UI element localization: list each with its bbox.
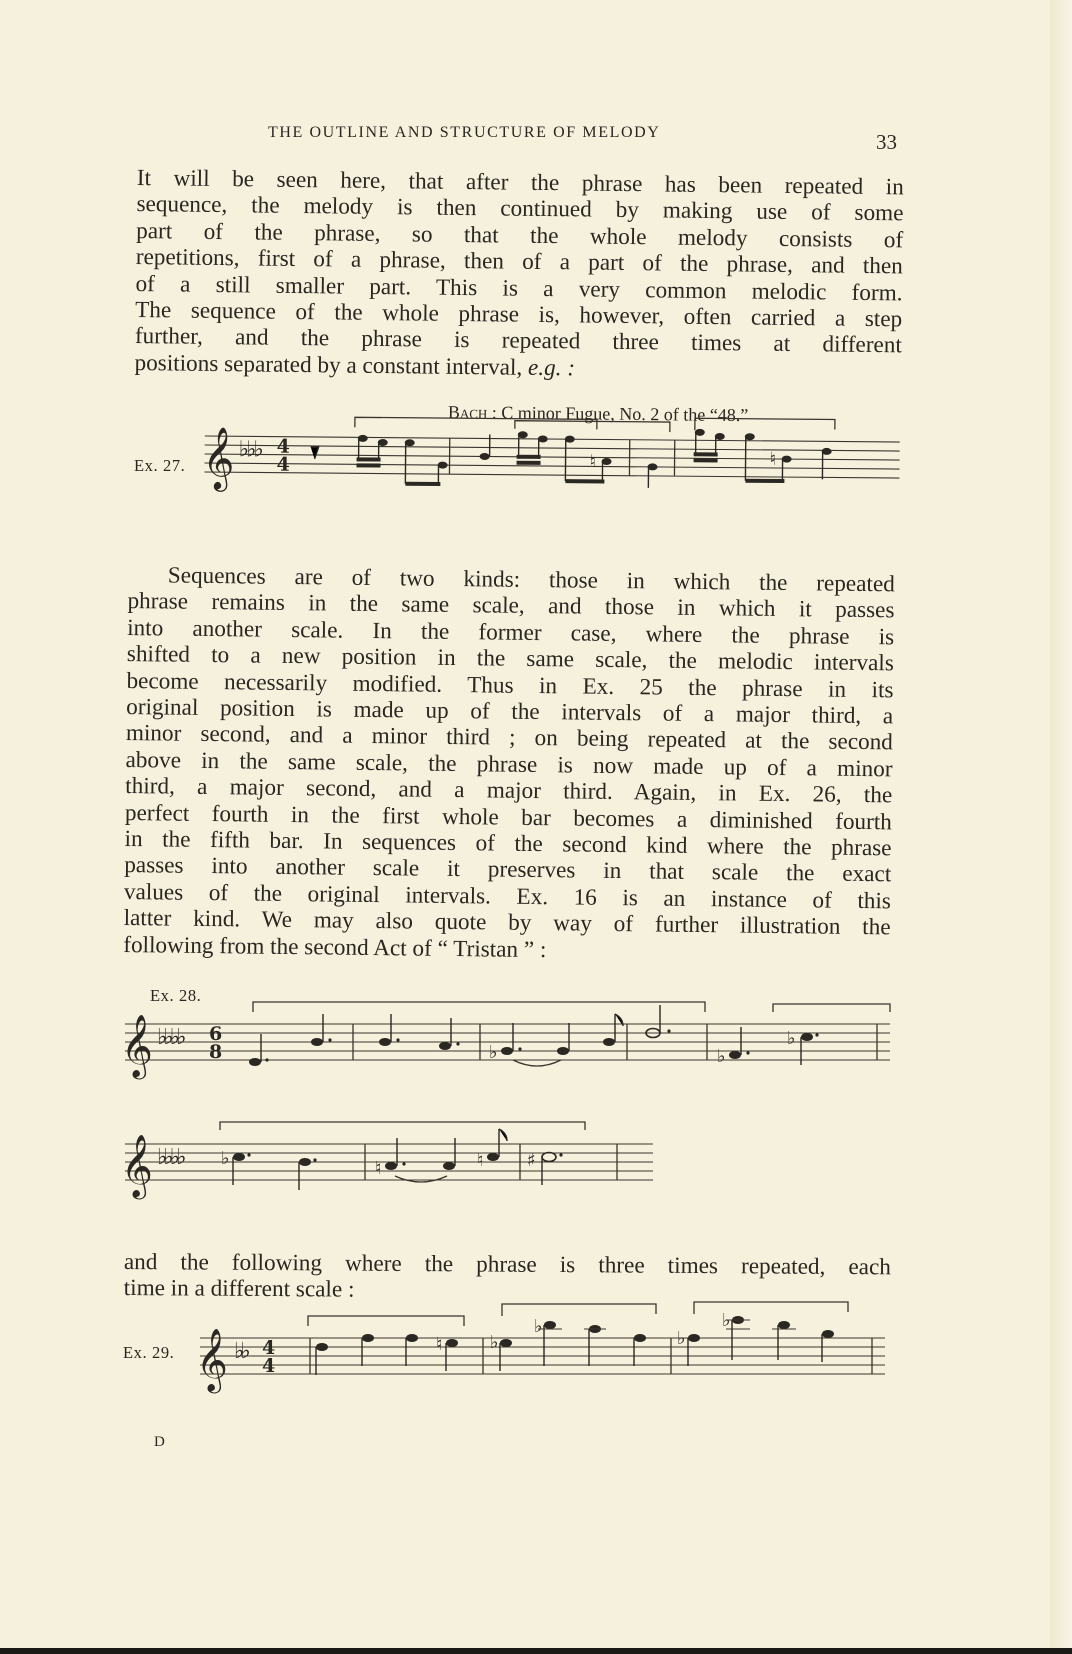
- text-line: Sequences are of two kinds: those in which the repeated: [167, 562, 895, 598]
- key-signature: ♭♭♭♭: [157, 1025, 183, 1050]
- paragraph-1: [134, 165, 904, 386]
- time-signature-bottom: 4: [276, 453, 290, 476]
- sharp-sign: ♯: [527, 1150, 536, 1171]
- treble-clef-icon: 𝄞: [202, 425, 235, 490]
- text-line: perfect fourth in the first whole bar becomes a diminished fourth: [124, 799, 893, 836]
- text-line: The sequence of the whole phrase is, however, often carried a step: [135, 297, 903, 333]
- rest-icon: [311, 447, 319, 459]
- flat-sign: ♭: [717, 1046, 726, 1067]
- text-line: sequence, the melody is then continued by making use of some: [136, 191, 904, 227]
- text-line: minor second, and a minor third ; on being repeated at the second: [125, 720, 894, 756]
- key-signature: ♭♭: [234, 1339, 247, 1364]
- text-line-main: positions separated by a constant interval,: [134, 349, 523, 381]
- page-edge: [1050, 0, 1072, 1654]
- time-signature-top: 4: [276, 435, 291, 458]
- flat-sign: ♭: [489, 1042, 498, 1063]
- text-line: further, and the phrase is repeated three times at different: [134, 323, 903, 359]
- paragraph-2: [123, 562, 895, 967]
- eg-abbreviation: e.g. :: [527, 354, 576, 382]
- key-signature: ♭♭♭♭: [157, 1145, 183, 1170]
- phrase-bracket: [355, 417, 597, 429]
- example-27-staff: [202, 410, 905, 510]
- tie: [395, 1176, 447, 1182]
- running-head: THE OUTLINE AND STRUCTURE OF MELODY: [268, 124, 661, 141]
- composer-name: Bach: [447, 402, 488, 423]
- natural-sign: ♮: [477, 1150, 484, 1171]
- treble-clef-icon: 𝄞: [121, 1014, 153, 1077]
- phrase-bracket: [220, 1122, 585, 1130]
- text-line: of a still smaller part. This is a very common melodic form.: [135, 270, 903, 306]
- text-line: values of the original intervals. Ex. 16 is an instance of this: [123, 878, 892, 915]
- text-line: following from the second Act of “ Tristan ” :: [123, 931, 547, 963]
- natural-sign: ♮: [769, 448, 777, 470]
- example-28-staff-2: [121, 1120, 665, 1210]
- time-signature-bottom: 4: [262, 1355, 276, 1377]
- note-group: [221, 1129, 617, 1190]
- tie: [513, 1060, 561, 1066]
- phrase-bracket: [253, 1002, 705, 1012]
- example-29-staff: [196, 1310, 890, 1400]
- text-line: repetitions, first of a phrase, then of a part of the phrase, and then: [135, 244, 903, 280]
- signature-mark: D: [154, 1434, 165, 1450]
- text-line: third, a major second, and a major third. Again, in Ex. 26, the: [125, 773, 893, 809]
- work-title: : C minor Fugue, No. 2 of the “48.”: [491, 402, 749, 426]
- text-line: time in a different scale :: [123, 1275, 355, 1304]
- flat-sign: ♭: [787, 1028, 796, 1049]
- note-group: [316, 1334, 483, 1375]
- text-line: and the following where the phrase is three times repeated, each: [123, 1249, 891, 1281]
- example-27-label: Ex. 27.: [134, 456, 186, 475]
- text-line: shifted to a new position in the same scale, the melodic intervals: [126, 641, 894, 677]
- phrase-bracket: [515, 421, 670, 432]
- example-28-staff-1: [121, 1000, 895, 1090]
- note-group: [693, 429, 831, 482]
- flat-sign: ♭: [677, 1328, 686, 1349]
- note-group: [249, 1005, 877, 1067]
- phrase-bracket: [695, 418, 835, 431]
- natural-sign: ♮: [436, 1334, 443, 1355]
- time-signature-top: 6: [209, 1023, 223, 1045]
- flat-sign: ♭: [221, 1148, 230, 1169]
- text-line: original position is made up of the intervals of a major third, a: [126, 694, 894, 730]
- treble-clef-icon: 𝄞: [121, 1134, 153, 1197]
- scan-bottom-edge: [0, 1648, 1072, 1654]
- note-group: [677, 1310, 872, 1374]
- text-line: latter kind. We may also quote by way of further illustration the: [123, 905, 891, 941]
- example-28-label: Ex. 28.: [150, 986, 202, 1005]
- text-line: into another scale. In the former case, where the phrase is: [127, 614, 895, 651]
- time-signature-bottom: 8: [209, 1041, 223, 1063]
- text-line: above in the same scale, the phrase is now made up of a minor: [125, 746, 893, 783]
- natural-sign: ♮: [375, 1158, 382, 1179]
- key-signature: ♭♭♭: [238, 437, 261, 463]
- flat-sign: ♭: [490, 1332, 499, 1353]
- paragraph-3: [124, 1249, 891, 1307]
- example-29-label: Ex. 29.: [123, 1343, 175, 1362]
- text-line: phrase remains in the same scale, and those in which it passes: [127, 588, 895, 624]
- text-line: It will be seen here, that after the phrase has been repeated in: [136, 165, 904, 201]
- note-group: [356, 433, 489, 484]
- time-signature-top: 4: [262, 1337, 276, 1359]
- treble-clef-icon: 𝄞: [196, 1328, 228, 1391]
- text-line: passes into another scale it preserves in that scale the exact: [124, 852, 892, 888]
- phrase-bracket: [773, 1004, 890, 1012]
- text-line: part of the phrase, so that the whole melody consists of: [136, 217, 904, 254]
- natural-sign: ♮: [589, 451, 597, 473]
- flat-sign: ♭: [722, 1310, 731, 1331]
- flat-sign: ♭: [534, 1316, 543, 1337]
- text-line: in the fifth bar. In sequences of the second kind where the phrase: [124, 826, 892, 862]
- text-line: become necessarily modified. Thus in Ex. 25 the phrase in its: [126, 667, 894, 703]
- page-number: 33: [876, 130, 897, 154]
- phrase-bracket: [502, 1304, 656, 1316]
- phrase-bracket: [308, 1316, 464, 1326]
